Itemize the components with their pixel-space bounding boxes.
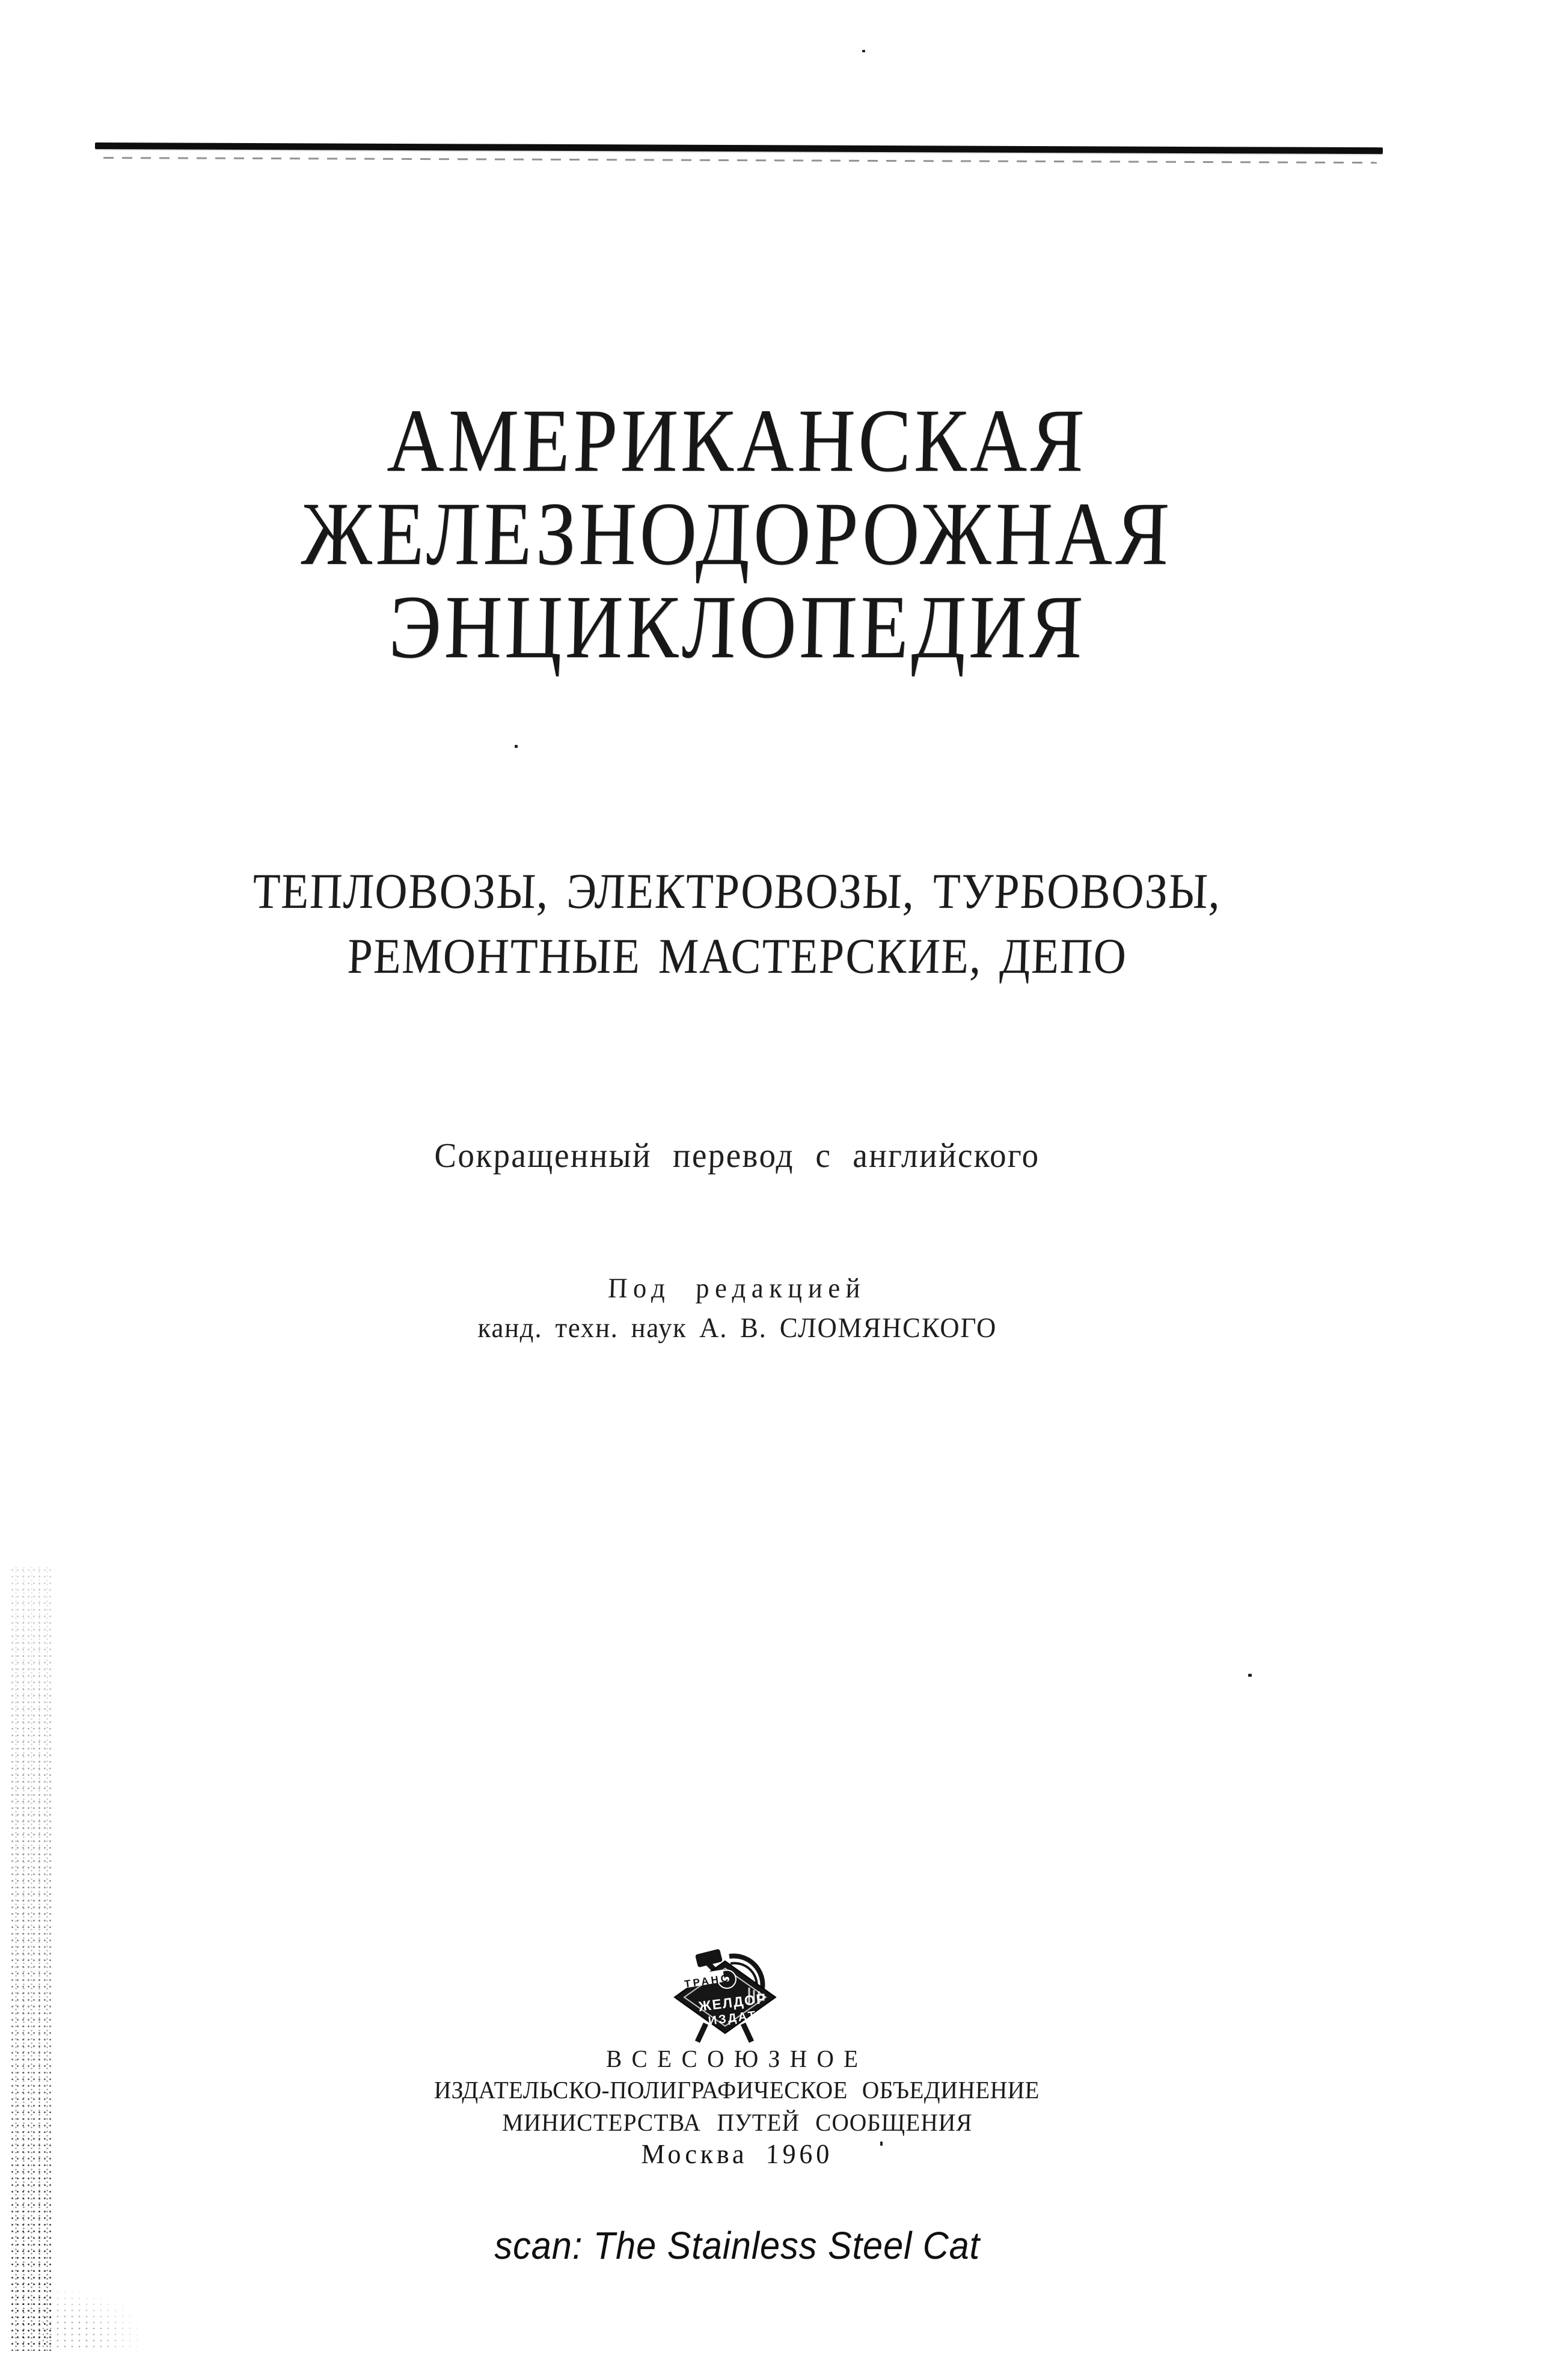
bottom-left-scan-noise <box>40 2289 142 2350</box>
subtitle-line-1: ТЕПЛОВОЗЫ, ЭЛЕКТРОВОЗЫ, ТУРБОВОЗЫ, <box>252 863 1222 919</box>
transzheldorizdat-emblem-icon <box>671 1948 779 2044</box>
editor-intro: Под редакцией <box>607 1273 867 1304</box>
translation-note: Сокращенный перевод с английского <box>433 1136 1041 1175</box>
logo-text-trans: ТРАНС <box>684 1972 732 1990</box>
subtitle-line-2: РЕМОНТНЫЕ МАСТЕРСКИЕ, ДЕПО <box>346 928 1128 984</box>
book-subtitle <box>0 859 1474 988</box>
title-line-2: ЖЕЛЕЗНОДОРОЖНАЯ <box>301 484 1174 584</box>
scan-credit: scan: The Stainless Steel Cat <box>494 2224 980 2267</box>
top-horizontal-rule <box>95 142 1383 154</box>
book-title <box>0 391 1474 677</box>
imprint-line-2: ИЗДАТЕЛЬСКО-ПОЛИГРАФИЧЕСКОЕ ОБЪЕДИНЕНИЕ <box>433 2076 1041 2104</box>
imprint-city-year: Москва 1960 <box>641 2139 833 2169</box>
editor-name: канд. техн. наук А. В. СЛОМЯНСКОГО <box>477 1312 997 1344</box>
scan-speck <box>1248 1674 1252 1677</box>
top-dashed-rule <box>103 157 1377 164</box>
editorial-block <box>0 1269 1474 1348</box>
logo-text-izdat: ИЗДАТ <box>707 2009 758 2028</box>
title-line-3: ЭНЦИКЛОПЕДИЯ <box>387 577 1087 677</box>
logo-text-zheldor: ЖЕЛДОР <box>697 1990 768 2015</box>
imprint-line-1: ВСЕСОЮЗНОЕ <box>605 2045 869 2072</box>
scan-speck <box>515 745 518 748</box>
scan-speck <box>862 50 865 52</box>
title-line-1: АМЕРИКАНСКАЯ <box>386 391 1088 491</box>
imprint-line-3: МИНИСТЕРСТВА ПУТЕЙ СООБЩЕНИЯ <box>501 2108 973 2136</box>
publisher-logo <box>671 1948 779 2044</box>
left-edge-scan-noise <box>10 1567 52 2351</box>
